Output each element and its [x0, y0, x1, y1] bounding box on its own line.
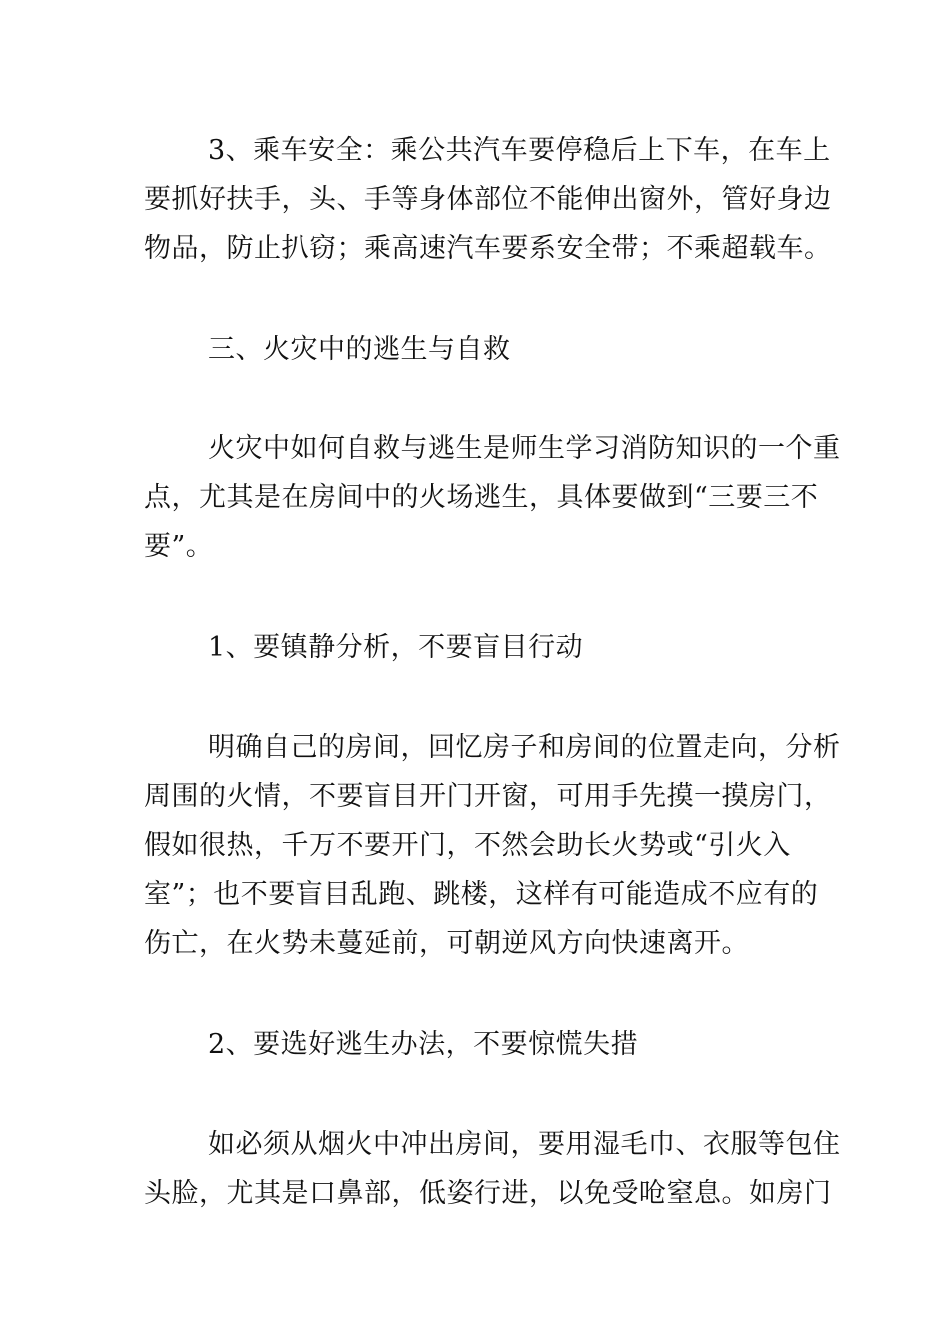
paragraph-line: 假如很热，千万不要开门，不然会助长火势或“引火入	[144, 830, 791, 861]
paragraph-line: 点，尤其是在房间中的火场逃生，具体要做到“三要三不	[144, 482, 819, 513]
section-heading: 三、火灾中的逃生与自救	[208, 334, 511, 365]
paragraph-line: 要”。	[144, 531, 214, 562]
paragraph-line: 如必须从烟火中冲出房间，要用湿毛巾、衣服等包住	[208, 1129, 841, 1160]
paragraph-line: 明确自己的房间，回忆房子和房间的位置走向，分析	[208, 732, 841, 763]
subsection-heading: 2、要选好逃生办法，不要惊慌失措	[208, 1029, 639, 1060]
subsection-heading: 1、要镇静分析，不要盲目行动	[208, 632, 584, 663]
paragraph-line: 室”；也不要盲目乱跑、跳楼，这样有可能造成不应有的	[144, 879, 819, 910]
paragraph-line: 3、乘车安全：乘公共汽车要停稳后上下车，在车上	[208, 135, 831, 166]
paragraph-line: 头脸，尤其是口鼻部，低姿行进，以免受呛窒息。如房门	[144, 1178, 832, 1209]
paragraph-line: 伤亡，在火势未蔓延前，可朝逆风方向快速离开。	[144, 928, 749, 959]
paragraph-line: 火灾中如何自救与逃生是师生学习消防知识的一个重	[208, 433, 841, 464]
paragraph-line: 周围的火情，不要盲目开门开窗，可用手先摸一摸房门，	[144, 781, 832, 812]
paragraph-line: 物品，防止扒窃；乘高速汽车要系安全带；不乘超载车。	[144, 233, 832, 264]
paragraph-line: 要抓好扶手，头、手等身体部位不能伸出窗外，管好身边	[144, 184, 832, 215]
